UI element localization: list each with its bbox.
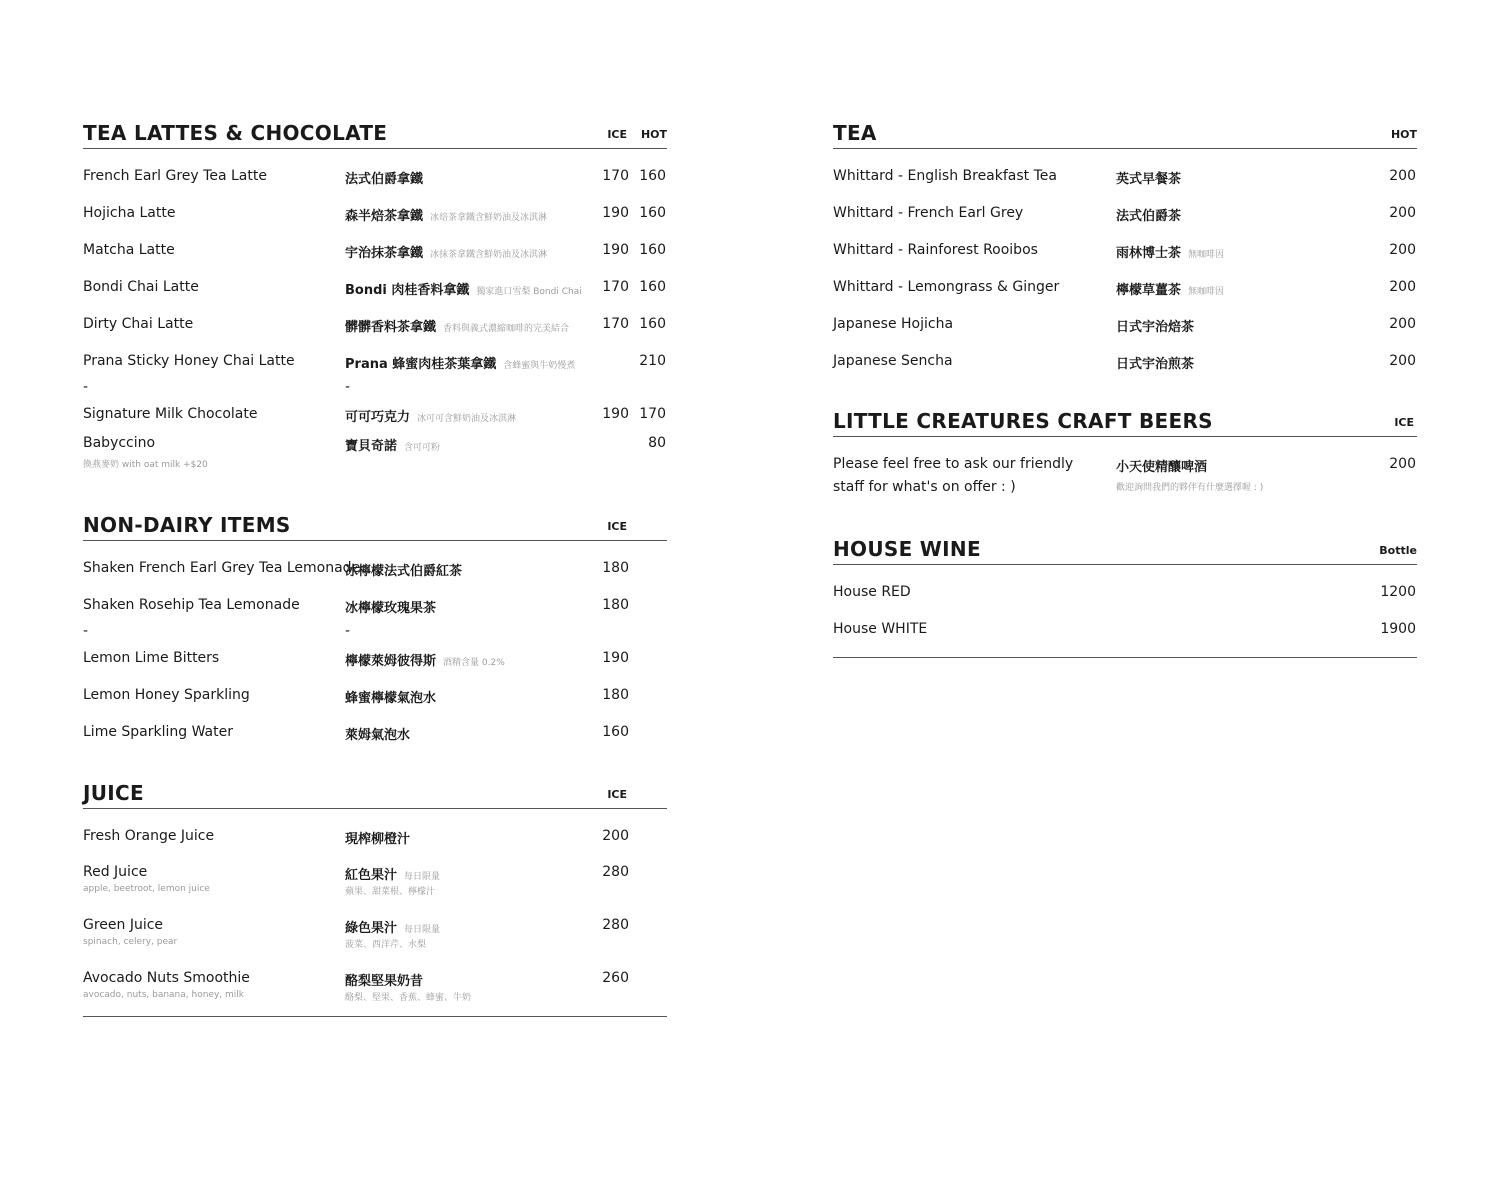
- price-hot: 200: [1389, 168, 1416, 184]
- price-hot: 200: [1389, 205, 1416, 221]
- price-ice: 170: [602, 279, 629, 295]
- price-hot: 160: [639, 205, 666, 221]
- menu-item: [833, 584, 1417, 621]
- item-name-en: House WHITE: [833, 621, 928, 637]
- menu-item: [833, 621, 1417, 657]
- section-tea: [833, 118, 1417, 383]
- item-name-zh: 英式早餐茶: [1116, 172, 1182, 187]
- price-ice: 200: [602, 828, 629, 844]
- item-subnote-zh: 歡迎詢問我們的夥伴有什麼選擇喔 : ): [1116, 483, 1264, 493]
- menu-item: [83, 597, 667, 623]
- section-title: NON-DAIRY ITEMS: [83, 513, 291, 537]
- section-house-wine: [833, 534, 1417, 658]
- section-header: [833, 118, 1417, 149]
- price-ice: 200: [1389, 456, 1416, 472]
- menu-item: [83, 687, 667, 724]
- section-header: [833, 406, 1417, 437]
- price-ice: 280: [602, 864, 629, 880]
- item-name-zh: 小天使精釀啤酒: [1116, 460, 1208, 475]
- section-juice: [83, 778, 667, 1017]
- item-name-zh: 法式伯爵拿鐵: [345, 172, 424, 187]
- item-subnote-en: 換燕麥奶 with oat milk +$20: [83, 460, 208, 470]
- price-hot: 160: [639, 242, 666, 258]
- price-ice: 190: [602, 205, 629, 221]
- section-title: HOUSE WINE: [833, 537, 981, 561]
- item-name-zh: 冰檸檬玫瑰果茶: [345, 601, 437, 616]
- item-name-zh: 森半焙茶拿鐵 冰焙茶拿鐵含鮮奶油及冰淇淋: [345, 209, 548, 224]
- column-header-hot: HOT: [1390, 128, 1417, 141]
- price-hot: 160: [639, 168, 666, 184]
- item-name-en: Lemon Lime Bitters: [83, 650, 220, 666]
- item-name-en: Signature Milk Chocolate: [83, 406, 258, 422]
- price-hot: 200: [1389, 353, 1416, 369]
- item-note: 冰可可含鮮奶油及冰淇淋: [417, 414, 517, 424]
- price-ice: 180: [602, 597, 629, 613]
- column-header-ice: ICE: [607, 128, 627, 141]
- item-name-zh: 檸檬草薑茶 無咖啡因: [1116, 283, 1225, 298]
- item-note: 冰抹茶拿鐵含鮮奶油及冰淇淋: [430, 250, 548, 260]
- menu-item: [83, 560, 667, 597]
- item-name-zh: 蜂蜜檸檬氣泡水: [345, 691, 437, 706]
- item-name-zh: 寶貝奇諾 含可可粉: [345, 439, 441, 454]
- item-note: 香料與義式濃縮咖啡的完美結合: [443, 324, 570, 334]
- dash-en: -: [83, 379, 89, 395]
- price-hot: 170: [639, 406, 666, 422]
- dash-separator: [83, 379, 667, 406]
- item-name-en: Whittard - English Breakfast Tea: [833, 168, 1057, 184]
- menu-item: [833, 242, 1417, 279]
- menu-item: [83, 828, 667, 864]
- item-name-en: Lime Sparkling Water: [83, 724, 233, 740]
- section-title: JUICE: [83, 781, 144, 805]
- item-subnote-zh: 酪梨、堅果、香蕉、蜂蜜、牛奶: [345, 993, 472, 1003]
- item-name-en: Shaken Rosehip Tea Lemonade: [83, 597, 300, 613]
- section-bottom-rule: [83, 1016, 667, 1017]
- price-bottle: 1200: [1380, 584, 1416, 600]
- item-note: 含蜂蜜與牛奶慢煮: [503, 361, 576, 371]
- item-name-en: Green Juice: [83, 917, 164, 933]
- item-name-en: Bondi Chai Latte: [83, 279, 199, 295]
- column-header-bottle: Bottle: [1379, 544, 1417, 557]
- dash-zh: -: [345, 379, 351, 395]
- price-ice: 190: [602, 242, 629, 258]
- section-craft-beers: [833, 406, 1417, 505]
- menu-item: [83, 970, 667, 1016]
- item-name-zh: 日式宇治焙茶: [1116, 320, 1195, 335]
- menu-item: [833, 316, 1417, 353]
- item-name-zh: 宇治抹茶拿鐵 冰抹茶拿鐵含鮮奶油及冰淇淋: [345, 246, 548, 261]
- menu-item: [833, 279, 1417, 316]
- item-name-en: Matcha Latte: [83, 242, 175, 258]
- item-subnote-zh: 蘋果、甜菜根、檸檬汁: [345, 887, 436, 897]
- menu-item: [833, 168, 1417, 205]
- price-ice: 280: [602, 917, 629, 933]
- section-header: [83, 118, 667, 149]
- item-note: 無咖啡因: [1188, 287, 1225, 297]
- item-note: 每日限量: [404, 925, 441, 935]
- price-ice: 170: [602, 316, 629, 332]
- item-name-en: Whittard - French Earl Grey: [833, 205, 1024, 221]
- section-header: [83, 510, 667, 541]
- item-name-zh: 萊姆氣泡水: [345, 728, 411, 743]
- item-note: 冰焙茶拿鐵含鮮奶油及冰淇淋: [430, 213, 548, 223]
- section-header: [83, 778, 667, 809]
- section-non-dairy: [83, 510, 667, 761]
- item-note: 每日限量: [404, 872, 441, 882]
- menu-item: [833, 453, 1417, 505]
- menu-item: [83, 242, 667, 279]
- menu-item: [83, 406, 667, 435]
- item-name-zh: Prana 蜂蜜肉桂茶葉拿鐵 含蜂蜜與牛奶慢煮: [345, 357, 576, 372]
- item-name-en: Fresh Orange Juice: [83, 828, 215, 844]
- item-name-zh: 冰檸檬法式伯爵紅茶: [345, 564, 463, 579]
- dash-zh: -: [345, 623, 351, 639]
- section-title: LITTLE CREATURES CRAFT BEERS: [833, 409, 1213, 433]
- item-name-en: Avocado Nuts Smoothie: [83, 970, 250, 986]
- menu-item: [83, 168, 667, 205]
- price-ice: 190: [602, 650, 629, 666]
- price-hot: 200: [1389, 316, 1416, 332]
- item-note: 含可可粉: [404, 443, 441, 453]
- item-name-en: Whittard - Lemongrass & Ginger: [833, 279, 1060, 295]
- item-name-en: Whittard - Rainforest Rooibos: [833, 242, 1038, 258]
- price-hot: 200: [1389, 242, 1416, 258]
- section-bottom-rule: [833, 657, 1417, 658]
- price-hot: 200: [1389, 279, 1416, 295]
- column-header-hot: HOT: [640, 128, 667, 141]
- price-hot: 160: [639, 279, 666, 295]
- column-header-ice: ICE: [607, 520, 627, 533]
- item-name-zh: 紅色果汁 每日限量: [345, 868, 441, 883]
- item-name-en: Lemon Honey Sparkling: [83, 687, 250, 703]
- menu-item: [83, 279, 667, 316]
- item-name-en: French Earl Grey Tea Latte: [83, 168, 267, 184]
- item-name-en: Dirty Chai Latte: [83, 316, 194, 332]
- price-ice: 180: [602, 560, 629, 576]
- item-note: 獨家進口雪梨 Bondi Chai: [476, 287, 582, 297]
- menu-item: [83, 205, 667, 242]
- item-name-zh: 雨林博士茶 無咖啡因: [1116, 246, 1225, 261]
- menu-item: [83, 435, 667, 475]
- item-note: 酒精含量 0.2%: [443, 658, 505, 668]
- price-hot: 160: [639, 316, 666, 332]
- item-name-en: Shaken French Earl Grey Tea Lemonade: [83, 560, 361, 576]
- price-hot: 210: [639, 353, 666, 369]
- price-ice: 160: [602, 724, 629, 740]
- item-name-zh: 酪梨堅果奶昔: [345, 974, 424, 989]
- item-name-zh: 綠色果汁 每日限量: [345, 921, 441, 936]
- item-note: 無咖啡因: [1188, 250, 1225, 260]
- price-ice: 260: [602, 970, 629, 986]
- item-description-en: Please feel free to ask our friendly staff for what's on offer : ): [833, 456, 1074, 495]
- dash-separator: [83, 623, 667, 650]
- item-name-zh: Bondi 肉桂香料拿鐵 獨家進口雪梨 Bondi Chai: [345, 283, 582, 298]
- item-name-zh: 可可巧克力 冰可可含鮮奶油及冰淇淋: [345, 410, 517, 425]
- item-subnote-en: apple, beetroot, lemon juice: [83, 884, 210, 894]
- item-name-en: Hojicha Latte: [83, 205, 176, 221]
- item-name-zh: 髒髒香料茶拿鐵 香料與義式濃縮咖啡的完美結合: [345, 320, 570, 335]
- item-name-zh: 日式宇治煎茶: [1116, 357, 1195, 372]
- item-name-en: Babyccino: [83, 435, 156, 451]
- section-title: TEA LATTES & CHOCOLATE: [83, 121, 388, 145]
- menu-item: [83, 724, 667, 761]
- price-bottle: 1900: [1380, 621, 1416, 637]
- item-name-en: Japanese Hojicha: [833, 316, 954, 332]
- menu-item: [83, 316, 667, 353]
- price-ice: 190: [602, 406, 629, 422]
- price-ice: 170: [602, 168, 629, 184]
- item-name-en: Red Juice: [83, 864, 148, 880]
- item-subnote-en: spinach, celery, pear: [83, 937, 178, 947]
- item-name-en: House RED: [833, 584, 911, 600]
- price-ice: 180: [602, 687, 629, 703]
- section-tea-lattes: [83, 118, 667, 475]
- dash-en: -: [83, 623, 89, 639]
- item-subnote-en: avocado, nuts, banana, honey, milk: [83, 990, 244, 1000]
- column-header-ice: ICE: [607, 788, 627, 801]
- menu-item: [83, 650, 667, 687]
- menu-item: [83, 353, 667, 379]
- section-header: [833, 534, 1417, 565]
- menu-item: [833, 353, 1417, 383]
- menu-item: [83, 917, 667, 970]
- column-header-ice: ICE: [1394, 416, 1414, 429]
- item-name-en: Prana Sticky Honey Chai Latte: [83, 353, 295, 369]
- menu-item: [83, 864, 667, 917]
- item-subnote-zh: 菠菜、西洋芹、水梨: [345, 940, 427, 950]
- item-name-zh: 現榨柳橙汁: [345, 832, 411, 847]
- item-name-en: Japanese Sencha: [833, 353, 953, 369]
- item-name-zh: 法式伯爵茶: [1116, 209, 1182, 224]
- section-title: TEA: [833, 121, 877, 145]
- item-name-zh: 檸檬萊姆彼得斯 酒精含量 0.2%: [345, 654, 505, 669]
- menu-item: [833, 205, 1417, 242]
- price-hot: 80: [648, 435, 666, 451]
